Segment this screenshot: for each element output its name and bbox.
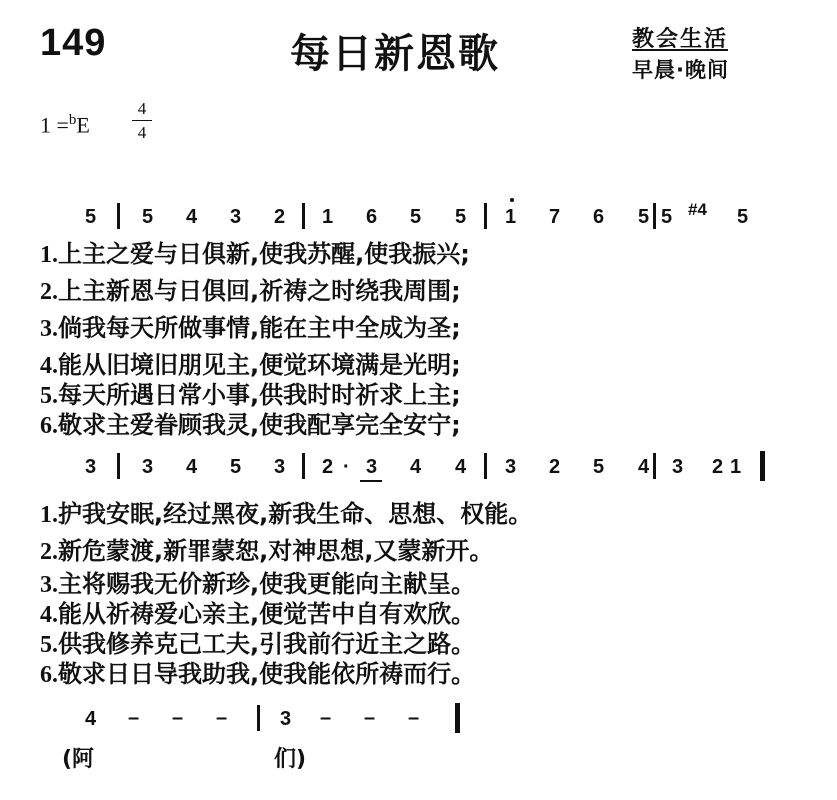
amen-right: 们) [274,747,307,772]
note: 2 [274,206,286,228]
note: 5 [661,206,673,228]
barline [117,203,120,229]
note: 3 [85,456,97,478]
barline [484,453,487,479]
barline [653,453,656,479]
verse-number: 5. [40,383,58,409]
barline [117,453,120,479]
dash: – [408,707,420,729]
verse-text: 供我修养克己工夫,引我前行近主之路。 [58,630,476,658]
verse-number: 5. [40,632,58,658]
note: 4 [85,708,97,730]
note: 4 [410,456,422,478]
dash: – [172,707,184,729]
verse-text: 主将赐我无价新珍,使我更能向主献呈。 [58,570,476,598]
note: 4 [186,456,198,478]
verse-line [40,494,532,529]
verse-text: 敬求主爱眷顾我灵,使我配享完全安宁; [58,411,461,439]
note: 3 [366,456,378,478]
dash: – [128,707,140,729]
final-barline [455,703,460,733]
note: 5 [737,206,749,228]
verse-text: 倘我每天所做事情,能在主中全成为圣; [58,314,461,342]
note: 5 [638,206,650,228]
amen-left: (阿 [62,747,95,772]
subcategory-label: 早晨·晚间 [632,58,729,82]
time-sig-line [132,120,152,121]
barline [302,203,305,229]
barline [302,453,305,479]
verse-line [40,271,461,306]
note: 3 [274,456,286,478]
verse-number: 1. [40,242,58,268]
verse-line [40,308,461,343]
note: 3 [280,708,292,730]
note: 2 [322,456,334,478]
note: 7 [549,206,561,228]
verse-text: 每天所遇日常小事,供我时时祈求上主; [58,381,461,409]
verse-text: 上主之爱与日俱新,使我苏醒,使我振兴; [58,240,470,268]
verse-text: 能从旧境旧朋见主,便觉环境满是光明; [58,351,461,379]
note: 5 [85,206,97,228]
barline [484,203,487,229]
note: 5 [455,206,467,228]
note-sharp: #4 [688,200,707,219]
key-note: E [76,112,90,138]
verse-text: 新危蒙渡,新罪蒙恕,对神思想,又蒙新开。 [58,537,494,565]
verse-text: 上主新恩与日俱回,祈祷之时绕我周围; [58,277,461,305]
note: 6 [366,206,378,228]
time-sig-bottom: 4 [137,123,147,142]
note: 1 [730,456,742,478]
note: 5 [593,456,605,478]
dash: – [216,707,228,729]
verse-line [40,654,475,689]
verse-text: 能从祈祷爱心亲主,便觉苦中自有欢欣。 [58,600,476,628]
verse-number: 6. [40,413,58,439]
barline [653,203,656,229]
time-signature [132,98,152,143]
verse-line [40,405,461,440]
underline-beam [360,480,382,482]
key-signature [40,112,90,138]
note: 3 [505,456,517,478]
verse-number: 4. [40,602,58,628]
note: 3 [230,206,242,228]
note: 2 [712,456,724,478]
verse-text: 护我安眠,经过黑夜,新我生命、思想、权能。 [58,500,533,528]
note: 4 [455,456,467,478]
key-prefix: 1 = [40,112,69,138]
verse-line [40,234,470,269]
note: 4 [638,456,650,478]
dotted-note-dot: · [343,456,350,478]
note: 5 [230,456,242,478]
dash: – [364,707,376,729]
verse-number: 4. [40,353,58,379]
note: 5 [410,206,422,228]
hymn-title: 每日新恩歌 [290,31,500,77]
hymn-number: 149 [40,22,107,64]
barline [257,705,260,731]
note: 3 [672,456,684,478]
verse-number: 1. [40,502,58,528]
final-barline [760,451,765,481]
category-label: 教会生活 [632,27,729,52]
verse-number: 2. [40,539,58,565]
verse-number: 3. [40,316,58,342]
note: 5 [142,206,154,228]
verse-number: 6. [40,662,58,688]
high-octave-dot [510,198,514,202]
verse-line [40,531,493,566]
note: 2 [549,456,561,478]
note: 3 [142,456,154,478]
note: 1 [505,206,517,228]
verse-text: 敬求日日导我助我,使我能依所祷而行。 [58,660,476,688]
dash: – [320,707,332,729]
key-flat: b [68,112,77,128]
note: 1 [322,206,334,228]
note: 6 [593,206,605,228]
verse-number: 3. [40,572,58,598]
note: 4 [186,206,198,228]
time-sig-top: 4 [137,99,147,118]
verse-number: 2. [40,279,58,305]
